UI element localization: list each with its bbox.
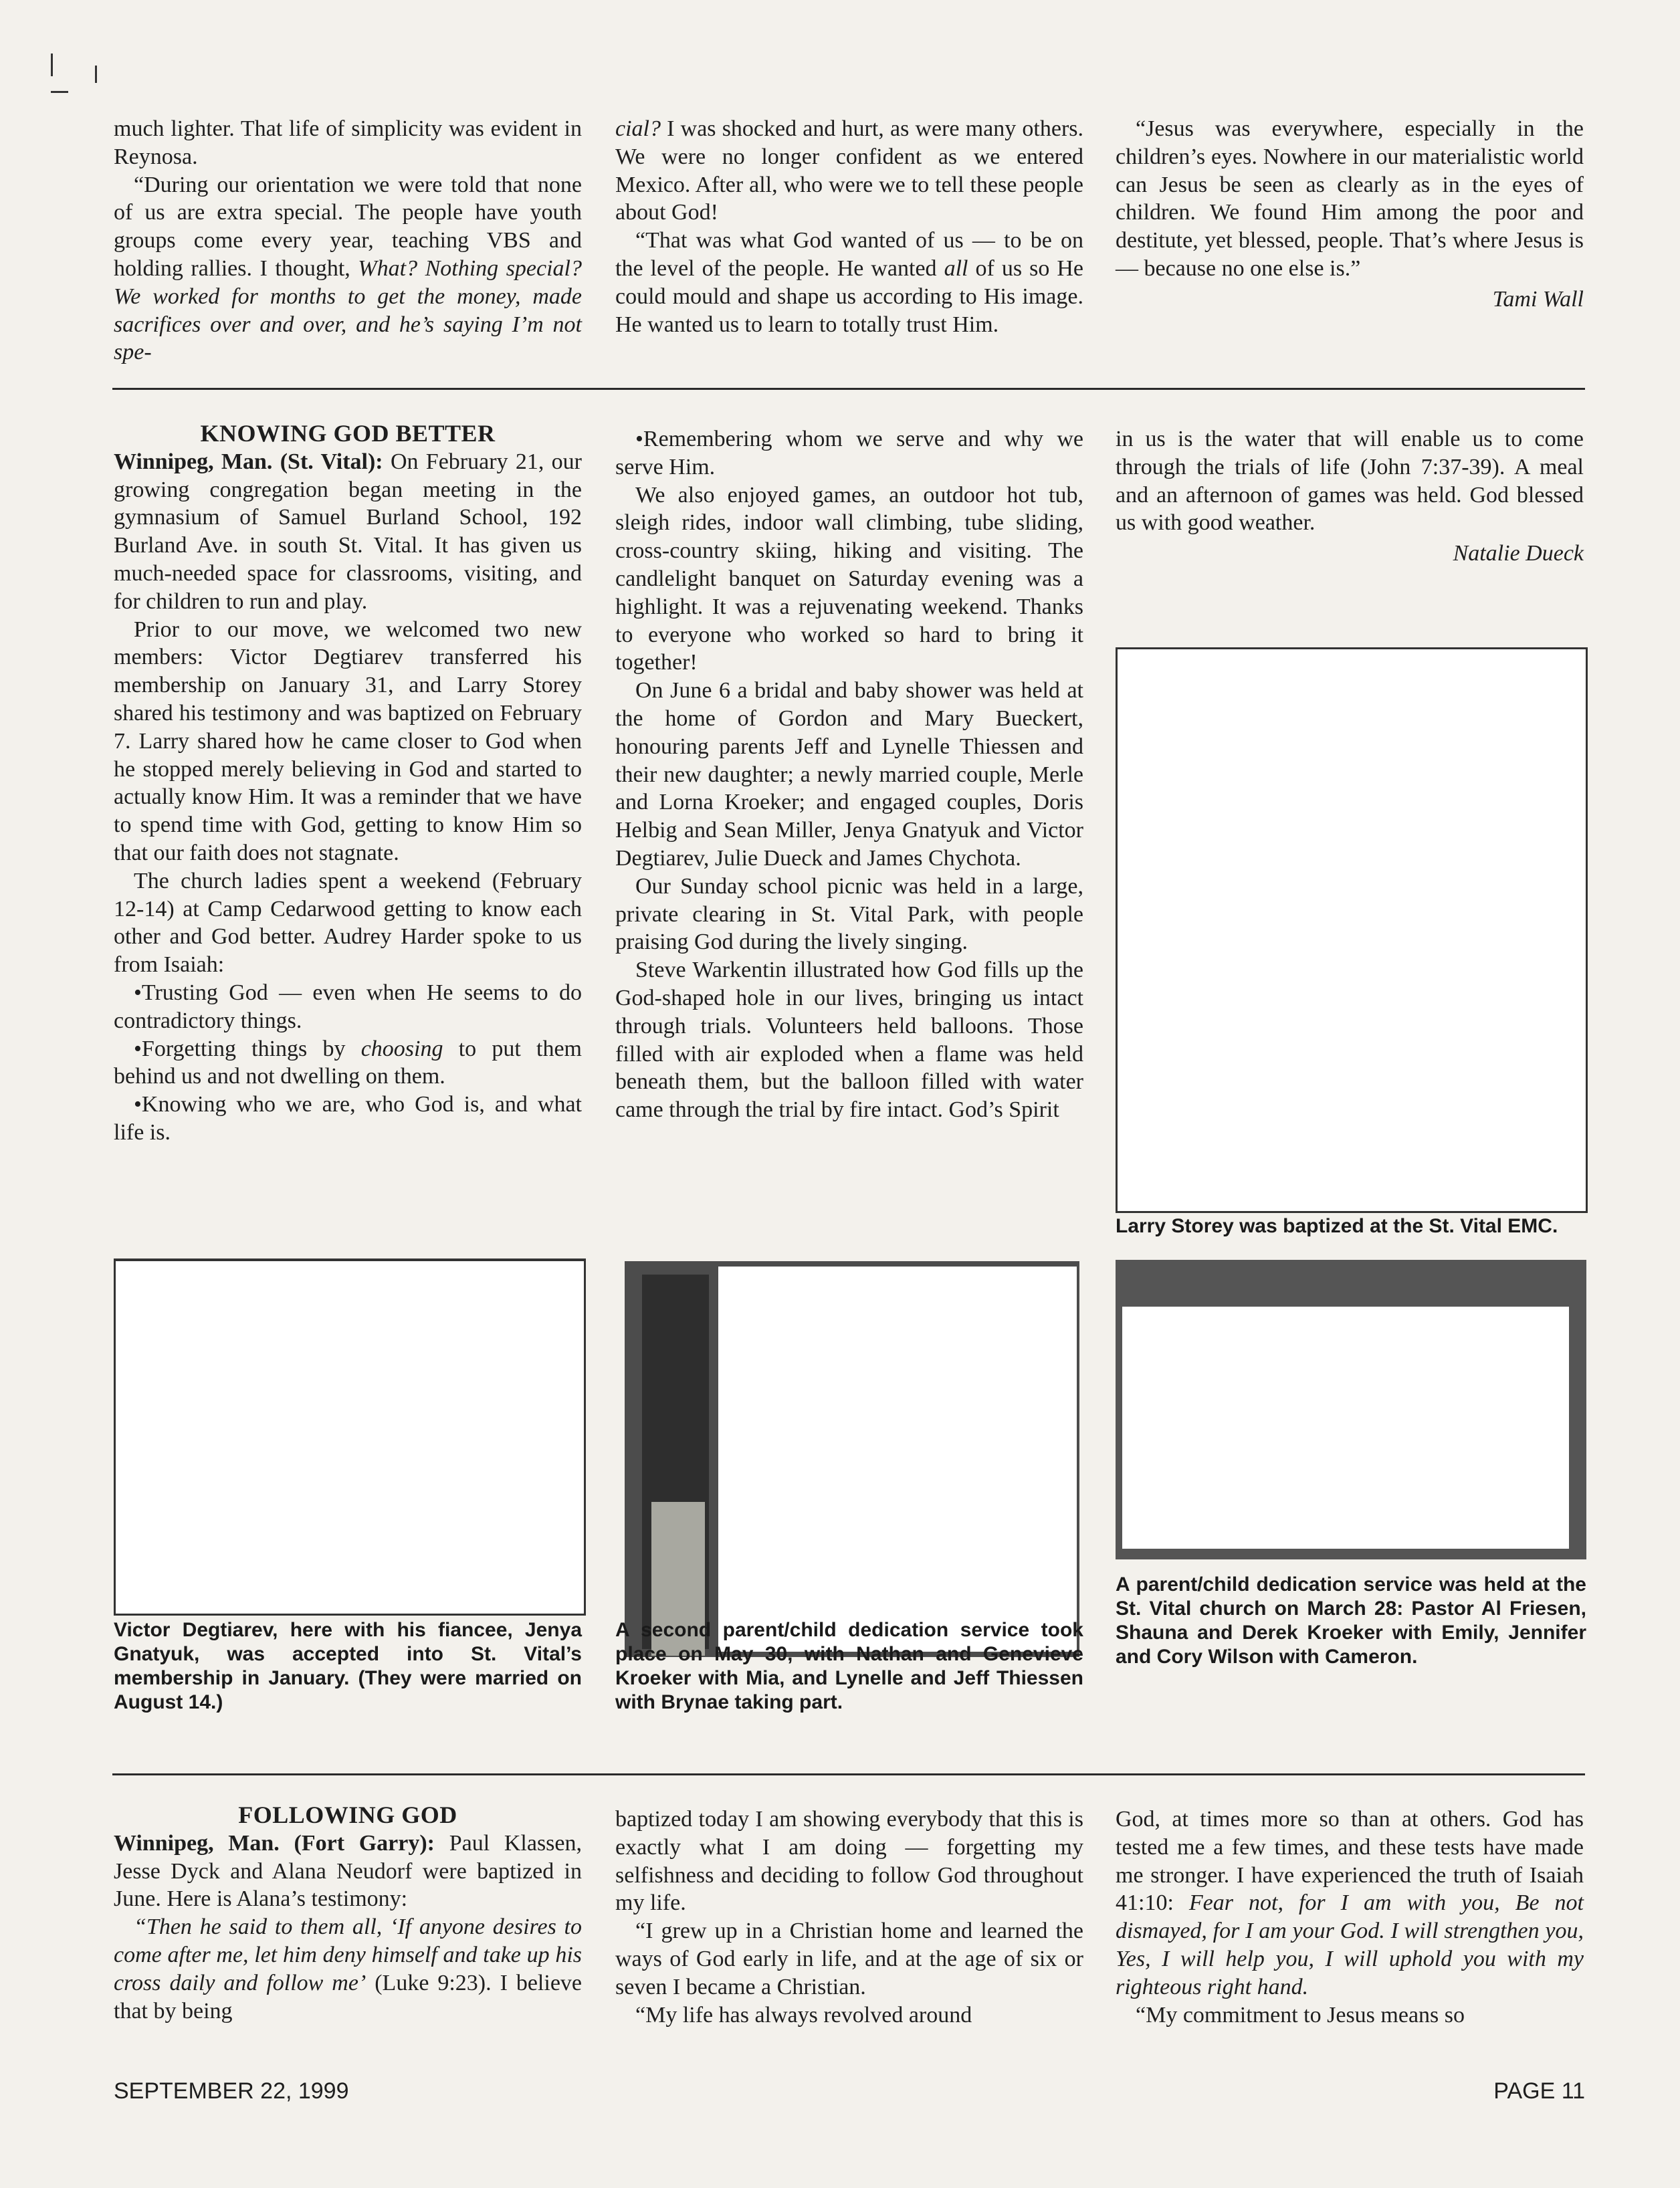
section-divider [112, 1773, 1585, 1775]
photo-first-dedication [1116, 1260, 1586, 1559]
caption-first-dedication: A parent/child dedication service was held at the St. Vital church on March 28: Pastor Al Friesen, Shauna and Derek Kroeker with Emily, Jennifer and Cory Wilson with Cameron. [1116, 1573, 1586, 1668]
caption-second-dedication: A second parent/child dedication service took place on May 30, with Nathan and Genevieve Kroeker with Mia, and Lynelle and Jeff Thiessen with Brynae taking part. [615, 1619, 1083, 1713]
following-column-1 [114, 1801, 582, 2025]
paragraph: On June 6 a bridal and baby shower was held at the home of Gordon and Mary Bueckert, honouring parents Jeff and Lynelle Thiessen and their new daughter; a newly married couple, Merle and Lorna Kroeker; and engaged couples, Doris Helbig and Sean Miller, Jenya Gnatyuk and Victor Degtiarev, Julie Dueck and James Chychota. [615, 678, 1083, 871]
paragraph: Prior to our move, we welcomed two new members: Victor Degtiarev transferred his membership on January 31, and Larry Storey shared his testimony and was baptized on February 7. Larry shared how he came closer to God when he stopped merely believing in God and started to actually know Him. It was a reminder that we have to spend time with God, getting to know Him so that our faith does not stagnate. [114, 617, 582, 865]
footer-page-number: PAGE 11 [1493, 2078, 1585, 2104]
italic-text: all [944, 255, 968, 281]
bullet-item [114, 1035, 582, 1091]
italic-text: Fear not, for I am with you, Be not dismayed, for I am your God. I will strengthen you, Yes, I will help you, I will uphold you with my righteous right hand. [1116, 1890, 1584, 1999]
text-run: •Forgetting things by [134, 1036, 361, 1061]
text-run: (Luke 9:23). I believe that by being [114, 1970, 582, 2023]
text-run: of us so He could mould and shape us according to His image. He wanted us to learn to totally trust Him. [615, 255, 1083, 337]
margin-mark [51, 53, 53, 76]
caption-victor-degtiarev: Victor Degtiarev, here with his fiancee, Jenya Gnatyuk, was accepted into St. Vital’s membership in January. (They were married on August 14.) [114, 1619, 582, 1713]
following-column-3 [1116, 1806, 1584, 2029]
top-column-2 [615, 115, 1083, 338]
italic-text: choosing [360, 1036, 443, 1061]
text-run: “That was what God wanted of us — to be on the level of the people. He wanted [615, 228, 1083, 281]
paragraph: The church ladies spent a weekend (February 12-14) at Camp Cedarwood getting to know each other and God better. Audrey Harder spoke to us from Isaiah: [114, 868, 582, 978]
top-column-3 [1116, 115, 1584, 314]
knowing-column-3 [1116, 425, 1584, 568]
italic-text: cial? [615, 116, 661, 141]
byline: Natalie Dueck [1453, 541, 1584, 566]
text-run: to put them behind us and not dwelling on them. [114, 1036, 582, 1089]
byline: Tami Wall [1492, 286, 1584, 312]
section-divider [112, 388, 1585, 390]
margin-mark [95, 66, 97, 83]
text-run: “During our orientation we were told that none of us are extra special. The people have youth groups come every year, teaching VBS and holding rallies. I thought, [114, 172, 582, 281]
caption-larry-storey: Larry Storey was baptized at the St. Vital EMC. [1116, 1215, 1558, 1237]
paragraph: Our Sunday school picnic was held in a large, private clearing in St. Vital Park, with people praising God during the lively singing. [615, 873, 1083, 955]
paragraph [114, 448, 582, 616]
footer-date: SEPTEMBER 22, 1999 [114, 2078, 349, 2104]
paragraph [1116, 1806, 1584, 2001]
following-column-2 [615, 1806, 1083, 2029]
knowing-column-1 [114, 420, 582, 1147]
dateline: Winnipeg, Man. (Fort Garry): [114, 1830, 435, 1856]
italic-text: What? Nothing special? We worked for months to get the money, made sacrifices over and over, and he’s saying I’m not spe- [114, 255, 582, 365]
article-heading: FOLLOWING GOD [238, 1801, 457, 1828]
bullet-item: •Knowing who we are, who God is, and what life is. [114, 1092, 582, 1145]
paragraph: much lighter. That life of simplicity was evident in Reynosa. [114, 116, 582, 169]
paragraph: “My commitment to Jesus means so [1136, 2002, 1465, 2028]
italic-text: “Then he said to them all, ‘If anyone desires to come after me, let him deny himself and take up his cross daily and follow me’ [114, 1914, 582, 1995]
photo-blank-area [718, 1267, 1077, 1652]
article-heading: KNOWING GOD BETTER [200, 420, 496, 447]
paragraph [615, 227, 1083, 338]
top-column-1 [114, 115, 582, 366]
knowing-column-2 [615, 425, 1083, 1124]
paragraph: Steve Warkentin illustrated how God fills up the God-shaped hole in our lives, bringing us intact through trials. Volunteers held balloons. Those filled with air exploded when a flame was held beneath them, but the balloon filled with water came through the trial by fire intact. God’s Spirit [615, 958, 1083, 1123]
text-run: God, at times more so than at others. God has tested me a few times, and these tests have made me stronger. I have experienced the truth of Isaiah 41:10: [1116, 1807, 1584, 1916]
margin-mark [51, 91, 68, 93]
text-run: I was shocked and hurt, as were many others. We were no longer confident as we entered Mexico. After all, who were we to tell these people about God! [615, 116, 1083, 225]
paragraph: “Jesus was everywhere, especially in the children’s eyes. Nowhere in our materialistic world can Jesus be seen as clearly as in the eyes of children. We found Him among the poor and destitute, yet blessed, people. That’s where Jesus is — because no one else is.” [1116, 116, 1584, 281]
paragraph: “My life has always revolved around [635, 2002, 972, 2028]
paragraph: baptized today I am showing everybody that this is exactly what I am doing — forgetting my selfishness and deciding to follow God throughout my life. [615, 1807, 1083, 1916]
bullet-item: •Trusting God — even when He seems to do contradictory things. [114, 980, 582, 1033]
paragraph: in us is the water that will enable us to come through the trials of life (John 7:37-39). A meal and an afternoon of games was held. God blessed us with good weather. [1116, 427, 1584, 536]
paragraph [114, 1830, 582, 1913]
text-run: Paul Klassen, Jesse Dyck and Alana Neudorf were baptized in June. Here is Alana’s testimony: [114, 1830, 583, 1912]
dateline: Winnipeg, Man. (St. Vital): [114, 449, 383, 474]
paragraph: We also enjoyed games, an outdoor hot tub, sleigh rides, indoor wall climbing, tube sliding, cross-country skiing, hiking and visiting. The candlelight banquet on Saturday evening was a highlight. It was a rejuvenating weekend. Thanks to everyone who worked so hard to bring it together! [615, 482, 1083, 675]
text-run: On February 21, our growing congregation began meeting in the gymnasium of Samuel Burland School, 192 Burland Ave. in south St. Vital. It has given us much-needed space for classrooms, visiting, and for children to run and play. [114, 449, 582, 614]
photo-blank-area [1122, 1307, 1569, 1549]
photo-larry-storey [1116, 647, 1588, 1213]
paragraph [114, 1913, 582, 2025]
paragraph [615, 115, 1083, 227]
paragraph [114, 171, 582, 367]
paragraph: “I grew up in a Christian home and learned the ways of God early in life, and at the age of six or seven I became a Christian. [615, 1919, 1083, 1999]
bullet-item: •Remembering whom we serve and why we serve Him. [615, 427, 1083, 479]
photo-second-dedication [625, 1261, 1079, 1657]
photo-victor-degtiarev [114, 1259, 586, 1616]
